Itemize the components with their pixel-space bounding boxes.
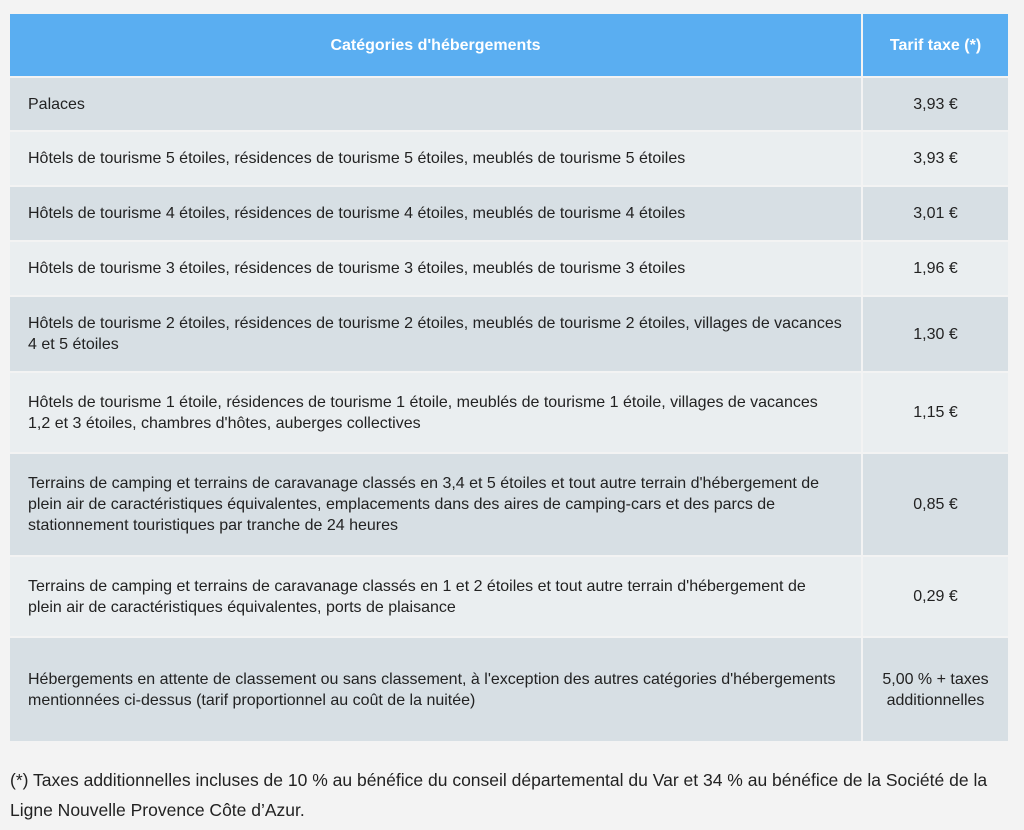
category-cell: Terrains de camping et terrains de caravanage classés en 3,4 et 5 étoiles et tout autre terrain d'hébergement de plein air de caractéristiques équivalentes, emplacements dans des aires de camping-cars et des parcs de stationnement touristiques par tranche de 24 heures xyxy=(10,453,862,556)
category-cell: Hôtels de tourisme 3 étoiles, résidences de tourisme 3 étoiles, meublés de tourisme 3 étoiles xyxy=(10,241,862,296)
header-category: Catégories d'hébergements xyxy=(10,14,862,77)
category-cell: Hébergements en attente de classement ou sans classement, à l'exception des autres catégories d'hébergements mentionnées ci-dessus (tarif proportionnel au coût de la nuitée) xyxy=(10,637,862,741)
category-cell: Palaces xyxy=(10,77,862,131)
table-row xyxy=(10,296,1008,372)
rate-cell: 0,29 € xyxy=(862,556,1008,637)
category-cell: Hôtels de tourisme 4 étoiles, résidences de tourisme 4 étoiles, meublés de tourisme 4 étoiles xyxy=(10,186,862,241)
category-cell: Hôtels de tourisme 1 étoile, résidences de tourisme 1 étoile, meublés de tourisme 1 étoile, villages de vacances 1,2 et 3 étoiles, chambres d'hôtes, auberges collectives xyxy=(10,372,862,453)
rate-cell: 3,01 € xyxy=(862,186,1008,241)
rate-cell: 5,00 % + taxes additionnelles xyxy=(862,637,1008,741)
table-row xyxy=(10,186,1008,241)
table-row xyxy=(10,372,1008,453)
rate-cell: 1,15 € xyxy=(862,372,1008,453)
rate-cell: 0,85 € xyxy=(862,453,1008,556)
table-row xyxy=(10,131,1008,186)
table-row xyxy=(10,77,1008,131)
category-cell: Terrains de camping et terrains de caravanage classés en 1 et 2 étoiles et tout autre terrain d'hébergement de plein air de caractéristiques équivalentes, ports de plaisance xyxy=(10,556,862,637)
category-cell: Hôtels de tourisme 2 étoiles, résidences de tourisme 2 étoiles, meublés de tourisme 2 étoiles, villages de vacances 4 et 5 étoiles xyxy=(10,296,862,372)
table-row xyxy=(10,241,1008,296)
table-row xyxy=(10,556,1008,637)
table-row xyxy=(10,453,1008,556)
rate-cell: 1,30 € xyxy=(862,296,1008,372)
tax-rate-table xyxy=(10,14,1008,741)
category-cell: Hôtels de tourisme 5 étoiles, résidences de tourisme 5 étoiles, meublés de tourisme 5 étoiles xyxy=(10,131,862,186)
rate-cell: 1,96 € xyxy=(862,241,1008,296)
rate-cell: 3,93 € xyxy=(862,77,1008,131)
footnote: (*) Taxes additionnelles incluses de 10 % au bénéfice du conseil départemental du Var et 34 % au bénéfice de la Société de la Ligne Nouvelle Provence Côte d’Azur. xyxy=(10,770,988,820)
rate-cell: 3,93 € xyxy=(862,131,1008,186)
header-rate: Tarif taxe (*) xyxy=(862,14,1008,77)
table-header-row xyxy=(10,14,1008,77)
table-row xyxy=(10,637,1008,741)
